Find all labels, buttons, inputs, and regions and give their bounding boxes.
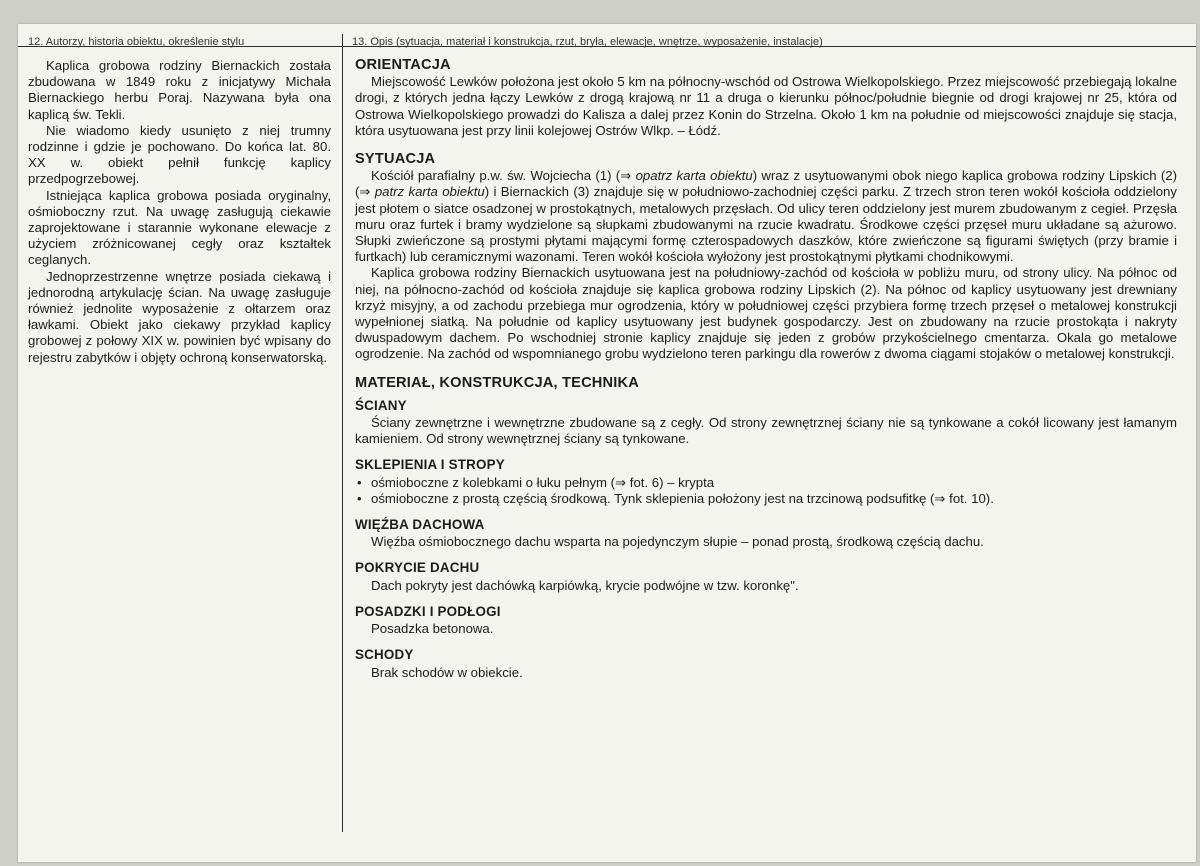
sciany-text: Ściany zewnętrzne i wewnętrzne zbudowane są z cegły. Od strony zewnętrznej ściany nie są tynkowane a cokół licowany jest łamanym kamieniem. Od strony wewnętrznej ściany są tynkowane. [355,415,1177,447]
section-title-sytuacja: SYTUACJA [355,151,436,168]
subsection-title-sklepienia: SKLEPIENIA I STROPY [355,457,505,473]
list-item: • ośmioboczne z kolebkami o łuku pełnym (⇒ fot. 6) – krypta [355,475,1177,491]
subsection-title-posadzki: POSADZKI I PODŁOGI [355,603,501,619]
subsection-title-wiezba: WIĘŹBA DACHOWA [355,517,485,533]
orientacja-text: Miejscowość Lewków położona jest około 5 km na północny-wschód od Ostrowa Wielkopolskiego. Przez miejscowość przebiegają lokalne drogi, z których jedna łączy Lewków z drogą krajową nr 11 a druga o kierunku północ/południe biegnie od drogi krajowej nr 25, która od Ostrowa Wielkopolskiego prowadzi do Kalisza a dalej przez Konin do Strzelna. Około 1 km na południe od miejscowości znajduje się stacja, która usytuowana jest przy linii kolejowej Ostrów Wlkp. – Łódź. [355,74,1177,138]
history-paragraph: Kaplica grobowa rodziny Biernackich została zbudowana w 1849 roku z inicjatywy Michała Biernackiego herbu Poraj. Nazywana była ona kaplicą św. Tekli. [28,58,331,122]
history-paragraph: Nie wiadomo kiedy usunięto z niej trumny rodzinne i gdzie je pochowano. Do końca lat. 80. XX w. obiekt pełnił funkcję kaplicy przedpogrzebowej. [28,122,331,187]
subsection-title-sciany: ŚCIANY [355,397,407,413]
schody-text: Brak schodów w obiekcie. [371,664,523,680]
sytuacja-paragraph-1 [355,168,1177,265]
subsection-title-pokrycie: POKRYCIE DACHU [355,560,480,576]
column-divider [342,34,343,832]
document-sheet [18,24,1196,862]
list-item: • ośmioboczne z prostą częścią środkową. Tynk sklepienia położony jest na trzcinową podsufitkę (⇒ fot. 10). [355,491,1177,507]
sytuacja-text-a: Kościół parafialny p.w. św. Wojciecha (1) (⇒ [371,168,636,184]
card-reference: opatrz karta obiektu [635,168,753,184]
history-paragraph: Istniejąca kaplica grobowa posiada oryginalny, ośmioboczny rzut. Na uwagę zasługują ciekawie zaprojektowane i starannie wykonane elewacje z użyciem zróżnicowanej cegły oraz kształtek ceglanych. [28,187,331,268]
history-column [28,58,331,366]
sytuacja-paragraph-2: Kaplica grobowa rodziny Biernackich usytuowana jest na południowy-zachód od kościoła w pobliżu muru, od strony ulicy. Na północ od niej, na północno-zachód od kościoła znajduje się kaplica grobowa rodziny Lipskich (2). Na północ od kaplicy usytuowany jest drewniany krzyż misyjny, a od zachodu przebiega mur ogrodzenia, który w południowej części przybiera formę trzech przęseł o metalowej konstrukcji wypełnionej siatką. Na południe od kaplicy usytuowany jest budynek gospodarczy. Jest on zbudowany na rzucie prostokąta i nakryty dwuspadowym dachem. Po wschodniej stronie kaplicy znajduje się jeden z grobów przykościelnego cmentarza. Okala go metalowe ogrodzenie. Na zachód od wspomnianego grobu wydzielono teren parkingu dla rowerów z dwoma ciągami stojaków o metalowej konstrukcji. [355,265,1177,362]
right-column-header: 13. Opis (sytuacja, materiał i konstrukcja, rzut, bryła, elewacje, wnętrze, wyposażenie, instalacje) [352,36,823,48]
sytuacja-text-c: ) i Biernackich (3) znajduje się w południowo-zachodniej części parku. Z trzech stron teren wokół kościoła oddzielony jest płotem o siatce osadzonej w prostokątnych, metalowych przęsłach. Od ulicy teren oddzielony jest murem zbudowanym z cegieł. Przęsła muru oraz furtek i bramy wydzielone są słupkami zbudowanymi na rzucie kwadratu. Środkowe części przęseł muru układane są ażurowo. Słupki zwieńczone są prostymi płytami mającymi formę czterospadowych daszków, które zwieńczone są figurami świętych (przy bramie i furtkach) lub ceramicznymi wazonami. Teren wokół kościoła wyłożony jest prostokątnymi płytkami chodnikowymi. [355,184,1177,265]
section-title-orientacja: ORIENTACJA [355,57,451,73]
card-reference: patrz karta obiektu [374,184,485,200]
posadzki-text: Posadzka betonowa. [371,621,494,637]
section-title-material: MATERIAŁ, KONSTRUKCJA, TECHNIKA [355,374,640,391]
history-paragraph: Jednoprzestrzenne wnętrze posiada ciekawą i jednorodną artykulację ścian. Na uwagę zasługuje również jednolite wyposażenie z ołtarzem oraz ławkami. Obiekt jako ciekawy przykład kaplicy grobowej z połowy XIX w. powinien być wpisany do rejestru zabytków i objęty ochroną konserwatorską. [28,268,331,365]
left-column-header: 12. Autorzy, historia obiektu, określenie stylu [28,36,245,48]
pokrycie-text: Dach pokryty jest dachówką karpiówką, krycie podwójne w tzw. koronkę". [371,577,799,593]
subsection-title-schody: SCHODY [355,647,414,663]
description-column [355,57,1177,681]
sklepienia-list [355,475,1177,507]
sytuacja-text-b: ) wraz z usytuowanymi obok niego kaplica grobowa rodziny Lipskich (2) (⇒ [355,168,1177,200]
wiezba-text: Więźba ośmiobocznego dachu wsparta na pojedynczym słupie – ponad prostą, środkową częścią dachu. [371,534,984,550]
